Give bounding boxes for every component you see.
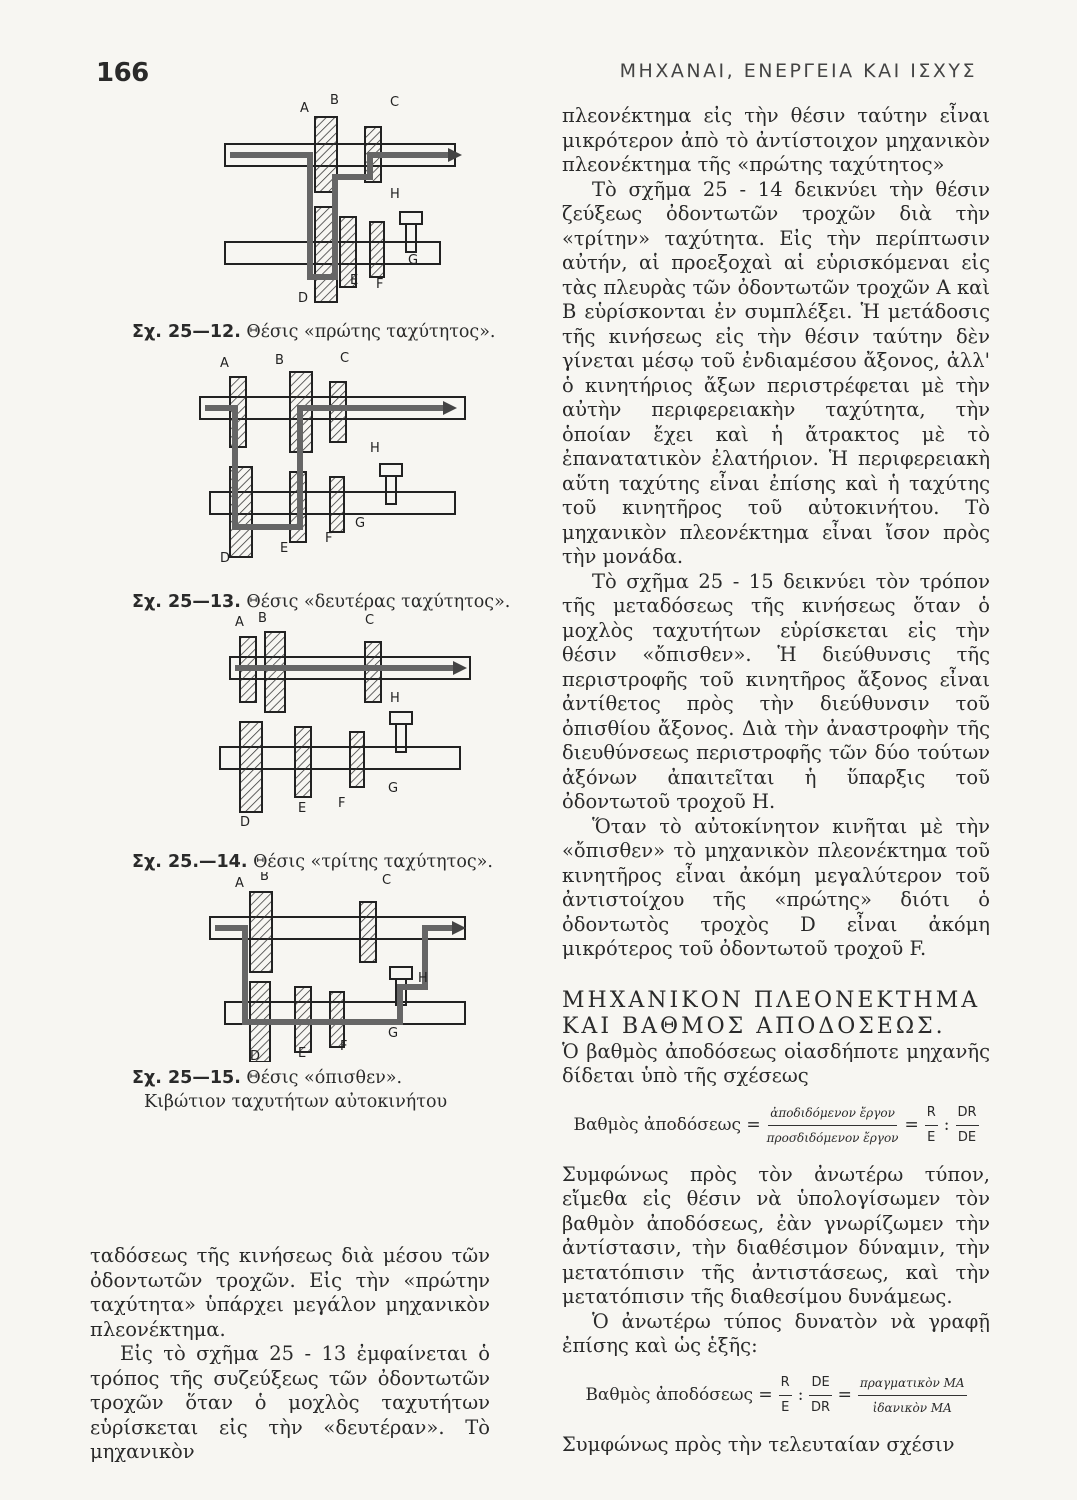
- gear-label-d: D: [250, 1049, 261, 1062]
- paragraph: Τὸ σχῆμα 25 - 15 δεικνύει τὸν τρόπον τῆς μεταδόσεως τῆς κινήσεως ὅταν ὁ μοχλὸς ταχυτήτων εὑρίσκεται εἰς τὴν θέσιν «ὄπισθεν». Ἡ διεύθυνσις τῆς περιστροφῆς τοῦ κινητῆρος ἄξονος εἶναι ἀντίθετος πρὸς τὴν διεύθυνσιν τοῦ ὀπισθίου ἄξονος. Διὰ τὴν ἀναστροφὴν τῆς διευθύνσεως περιστροφῆς τῶν δύο τούτων ἀξόνων ἀπαιτεῖται ἡ ὕπαρξις τοῦ ὀδοντωτοῦ τροχοῦ Η.: [562, 569, 990, 813]
- formula-fraction: $\frac{DE}{DR}$: [809, 1371, 831, 1421]
- gear-label-a: A: [300, 101, 309, 116]
- gearbox-diagram-first: [190, 92, 490, 312]
- gear-label-f: F: [325, 531, 333, 546]
- formula-lhs: Βαθμὸς ἀποδόσεως =: [573, 1115, 761, 1136]
- formula-fraction: $\frac{R}{E}$: [779, 1371, 792, 1421]
- figure-caption-text: Θέσις «δευτέρας ταχύτητος».: [246, 592, 511, 612]
- figure-caption: [132, 592, 510, 612]
- page-number: 166: [96, 58, 149, 88]
- running-head: ΜΗΧΑΝΑΙ, ΕΝΕΡΓΕΙΑ ΚΑΙ ΙΣΧΥΣ: [619, 60, 977, 82]
- right-body-text: [562, 104, 990, 1457]
- gear-label-h: H: [390, 187, 400, 202]
- paragraph: Συμφώνως πρὸς τὴν τελευταίαν σχέσιν: [562, 1432, 955, 1456]
- figure-first-gear: [90, 92, 496, 342]
- paragraph: Ὁ βαθμὸς ἀποδόσεως οἱασδήποτε μηχανῆς δίδεται ὑπὸ τῆς σχέσεως: [562, 1039, 990, 1087]
- gear-label-a: A: [220, 356, 229, 371]
- figure-reverse-gear: [90, 872, 490, 1112]
- gearbox-diagram-reverse: [190, 872, 490, 1062]
- figure-caption-text: Θέσις «τρίτης ταχύτητος».: [253, 852, 493, 872]
- gear-label-h: H: [390, 691, 400, 706]
- gear-label-h: H: [418, 971, 428, 986]
- gear-label-e: E: [350, 273, 359, 288]
- paragraph: Εἰς τὸ σχῆμα 25 - 13 ἐμφαίνεται ὁ τρόπος τῆς συζεύξεως τῶν ὀδοντωτῶν τροχῶν ὅταν ὁ μοχλὸς ταχυτήτων εὑρίσκεται εἰς τὴν «δευτέραν». Τὸ μηχανικὸν: [90, 1342, 490, 1463]
- figure-number: Σχ. 25.—14.: [132, 852, 248, 872]
- figure-caption-text: Θέσις «πρώτης ταχύτητος».: [246, 322, 496, 342]
- figure-subcaption: Κιβώτιον ταχυτήτων αὐτοκινήτου: [144, 1092, 448, 1112]
- efficiency-formula: Βαθμὸς ἀποδόσεως = $\frac{\text{ἀποδιδόμενον ἔργον}}{\text{προσδιδόμενον ἔργον}}$ = $\frac{R}{E}$ : $\frac{DR}{DE}$: [562, 1101, 990, 1151]
- gear-label-b: B: [258, 612, 267, 626]
- gear-label-e: E: [298, 1046, 307, 1061]
- formula-fraction: $\frac{\text{ἀποδιδόμενον ἔργον}}{\text{προσδιδόμενον ἔργον}}$: [767, 1101, 899, 1151]
- gear-label-a: A: [235, 615, 244, 630]
- paragraph: Ὅταν τὸ αὐτοκίνητον κινῆται μὲ τὴν «ὄπισθεν» τὸ μηχανικὸν πλεονέκτημα τοῦ κινητῆρος εἶναι ἀκόμη μεγαλύτερον τοῦ ἀντιστοίχου τῆς «πρώτης» διότι ὁ ὀδοντωτὸς τροχὸς D εἶναι ἀκόμη μικρότερος τοῦ ὀδοντωτοῦ τροχοῦ F.: [562, 814, 990, 960]
- figure-caption: [132, 322, 496, 342]
- gearbox-diagram-third: [190, 612, 490, 827]
- figure-caption: [132, 1068, 402, 1088]
- gear-label-e: E: [298, 801, 307, 816]
- gear-label-h: H: [370, 441, 380, 456]
- gear-label-a: A: [235, 876, 244, 891]
- figure-second-gear: [90, 342, 511, 612]
- gear-label-d: D: [220, 551, 231, 566]
- formula-fraction: $\frac{DR}{DE}$: [956, 1101, 979, 1151]
- gear-label-c: C: [365, 613, 375, 628]
- gear-label-f: F: [340, 1039, 348, 1054]
- figure-number: Σχ. 25—15.: [132, 1068, 241, 1088]
- gear-label-f: F: [376, 277, 384, 292]
- gear-label-c: C: [390, 95, 400, 110]
- gear-label-g: G: [388, 781, 399, 796]
- figure-number: Σχ. 25—12.: [132, 322, 241, 342]
- paragraph: πλεονέκτημα εἰς τὴν θέσιν ταύτην εἶναι μικρότερον ἀπὸ τὸ ἀντίστοιχον μηχανικὸν πλεονέκτημα τῆς «πρώτης ταχύτητος»: [562, 104, 990, 176]
- gear-label-g: G: [408, 253, 419, 268]
- formula-lhs: Βαθμὸς ἀποδόσεως =: [585, 1385, 773, 1406]
- gear-label-d: D: [240, 815, 251, 827]
- gearbox-diagram-second: [190, 342, 490, 567]
- paragraph: Συμφώνως πρὸς τὸν ἀνωτέρω τύπον, εἴμεθα εἰς θέσιν νὰ ὑπολογίσωμεν τὸν βαθμὸν ἀποδόσεως, ἐὰν γνωρίζωμεν τὴν ἀντίστασιν, τὴν διαθέσιμον δύναμιν, τὴν μετατόπισιν τῆς ἀντιστάσεως, καὶ τὴν μετατόπισιν τῆς διαθεσίμου δυνάμεως.: [562, 1162, 990, 1308]
- formula-fraction: $\frac{R}{E}$: [925, 1101, 938, 1151]
- left-body-text: [90, 1244, 490, 1465]
- figure-caption: [132, 852, 493, 872]
- gear-label-c: C: [382, 873, 392, 888]
- gear-label-g: G: [355, 516, 366, 531]
- figure-third-gear: [90, 612, 493, 872]
- gear-label-c: C: [340, 351, 350, 366]
- paragraph: Τὸ σχῆμα 25 - 14 δεικνύει τὴν θέσιν ζεύξεως ὀδοντωτῶν τροχῶν διὰ τὴν «τρίτην» ταχύτητα. Εἰς τὴν περίπτωσιν αὐτήν, αἱ προεξοχαὶ αἱ εὑρισκόμεναι εἰς τὰς πλευρὰς τῶν ὀδοντωτῶν τροχῶν Α καὶ Β εὑρίσκονται ἐν συμπλέξει. Ἡ μετάδοσις τῆς κινήσεως εἰς τὴν θέσιν ταύτην δὲν γίνεται μέσῳ τοῦ ἐνδιαμέσου ἄξονος, ἀλλ' ὁ κινητήριος ἄξων περιστρέφεται μὲ τὴν αὐτὴν περιφερειακὴν ταχύτητα, τὴν ὁποίαν ἔχει καὶ ἡ ἄτρακτος μὲ τὸ ἐπανατατικὸν ἐλατήριον. Ἡ περιφερειακὴ αὕτη ταχύτης εἶναι ἐπίσης καὶ ἡ ταχύτης τοῦ κινητῆρος τοῦ αὐτοκινήτου. Τὸ μηχανικὸν πλεονέκτημα εἶναι ἴσον πρὸς τὴν μονάδα.: [562, 177, 990, 568]
- gear-label-f: F: [338, 796, 346, 811]
- gear-label-b: B: [260, 872, 269, 884]
- gear-label-d: D: [298, 291, 309, 306]
- gear-label-g: G: [388, 1026, 399, 1041]
- paragraph: ταδόσεως τῆς κινήσεως διὰ μέσου τῶν ὀδοντωτῶν τροχῶν. Εἰς τὴν «πρώτην ταχύτητα» ὑπάρχει μεγάλον μηχανικὸν πλεονέκτημα.: [90, 1244, 490, 1341]
- paragraph: Ὁ ἀνωτέρω τύπος δυνατὸν νὰ γραφῇ ἐπίσης καὶ ὡς ἑξῆς:: [562, 1309, 990, 1357]
- figure-caption-text: Θέσις «όπισθεν».: [246, 1068, 403, 1088]
- section-heading: ΜΗΧΑΝΙΚΟΝ ΠΛΕΟΝΕΚΤΗΜΑ ΚΑΙ ΒΑΘΜΟΣ ΑΠΟΔΟΣΕΩΣ.: [562, 987, 981, 1039]
- figures-column: [90, 92, 511, 1112]
- formula-fraction: $\frac{\text{πραγματικὸν ΜΑ}}{\text{ἰδανικὸν ΜΑ}}$: [858, 1371, 967, 1421]
- figure-number: Σχ. 25—13.: [132, 592, 241, 612]
- gear-label-b: B: [275, 353, 284, 368]
- gear-label-b: B: [330, 93, 339, 108]
- efficiency-formula-alt: Βαθμὸς ἀποδόσεως = $\frac{R}{E}$ : $\frac{DE}{DR}$ = $\frac{\text{πραγματικὸν ΜΑ}}{\text{ἰδανικὸν ΜΑ}}$: [562, 1371, 990, 1421]
- gear-label-e: E: [280, 541, 289, 556]
